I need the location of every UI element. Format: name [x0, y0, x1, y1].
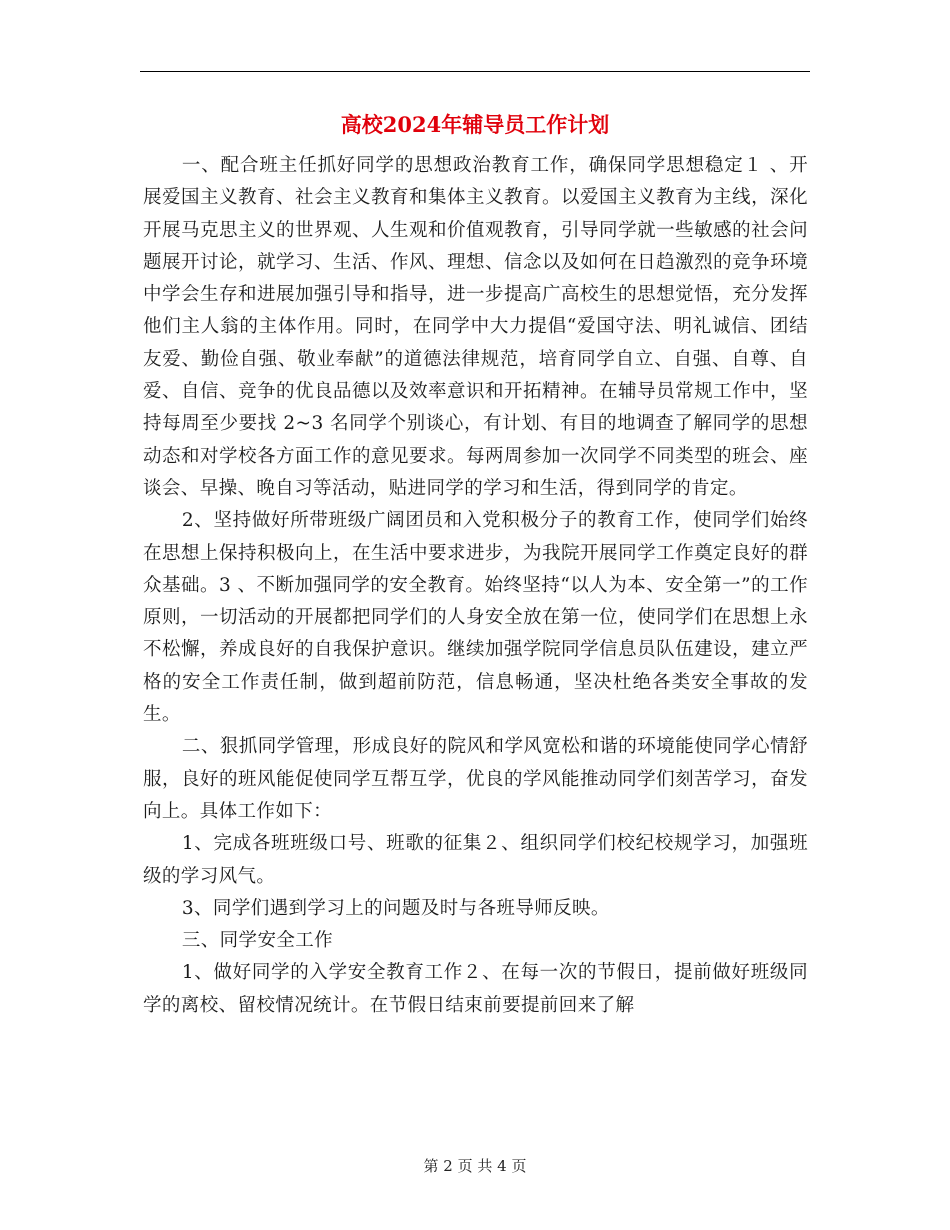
paragraph: 二、狠抓同学管理，形成良好的院风和学风宽松和谐的环境能使同学心情舒服，良好的班风能促使同学互帮互学，优良的学风能推动同学们刻苦学习，奋发向上。具体工作如下： — [143, 736, 808, 822]
paragraph: 2、坚持做好所带班级广阔团员和入党积极分子的教育工作，使同学们始终在思想上保持积极向上，在生活中要求进步，为我院开展同学工作奠定良好的群众基础。3 、不断加强同学的安全教育。始终坚持“以人为本、安全第一”的工作原则，一切活动的开展都把同学们的人身安全放在第一位，使同学们在思想上永不松懈，养成良好的自我保护意识。继续加强学院同学信息员队伍建设，建立严格的安全工作责任制，做到超前防范，信息畅通，坚决杜绝各类安全事故的发生。 — [143, 510, 808, 726]
paragraph: 3、同学们遇到学习上的问题及时与各班导师反映。 — [181, 897, 610, 919]
document-body — [143, 150, 808, 1022]
page-number: 第 2 页 共 4 页 — [423, 1157, 527, 1175]
paragraph: 1、完成各班班级口号、班歌的征集２、组织同学们校纪校规学习，加强班级的学习风气。 — [143, 833, 808, 887]
paragraph: 三、同学安全工作 — [181, 930, 334, 952]
header-rule — [140, 71, 810, 72]
paragraph: 一、配合班主任抓好同学的思想政治教育工作，确保同学思想稳定１ 、开展爱国主义教育、社会主义教育和集体主义教育。以爱国主义教育为主线，深化开展马克思主义的世界观、人生观和价值观教育，引导同学就一些敏感的社会问题展开讨论，就学习、生活、作风、理想、信念以及如何在日趋激烈的竞争环境中学会生存和进展加强引导和指导，进一步提高广高校生的思想觉悟，充分发挥他们主人翁的主体作用。同时，在同学中大力提倡“爱国守法、明礼诚信、团结友爱、勤俭自强、敬业奉献”的道德法律规范，培育同学自立、自强、自尊、自爱、自信、竞争的优良品德以及效率意识和开拓精神。在辅导员常规工作中，坚持每周至少要找 2~3 名同学个别谈心，有计划、有目的地调查了解同学的思想动态和对学校各方面工作的意见要求。每两周参加一次同学不同类型的班会、座谈会、早操、晚自习等活动，贴进同学的学习和生活，得到同学的肯定。 — [143, 155, 808, 499]
document-title: 高校2024年辅导员工作计划 — [340, 112, 610, 137]
paragraph: 1、做好同学的入学安全教育工作２、在每一次的节假日，提前做好班级同学的离校、留校情况统计。在节假日结束前要提前回来了解 — [143, 962, 808, 1016]
